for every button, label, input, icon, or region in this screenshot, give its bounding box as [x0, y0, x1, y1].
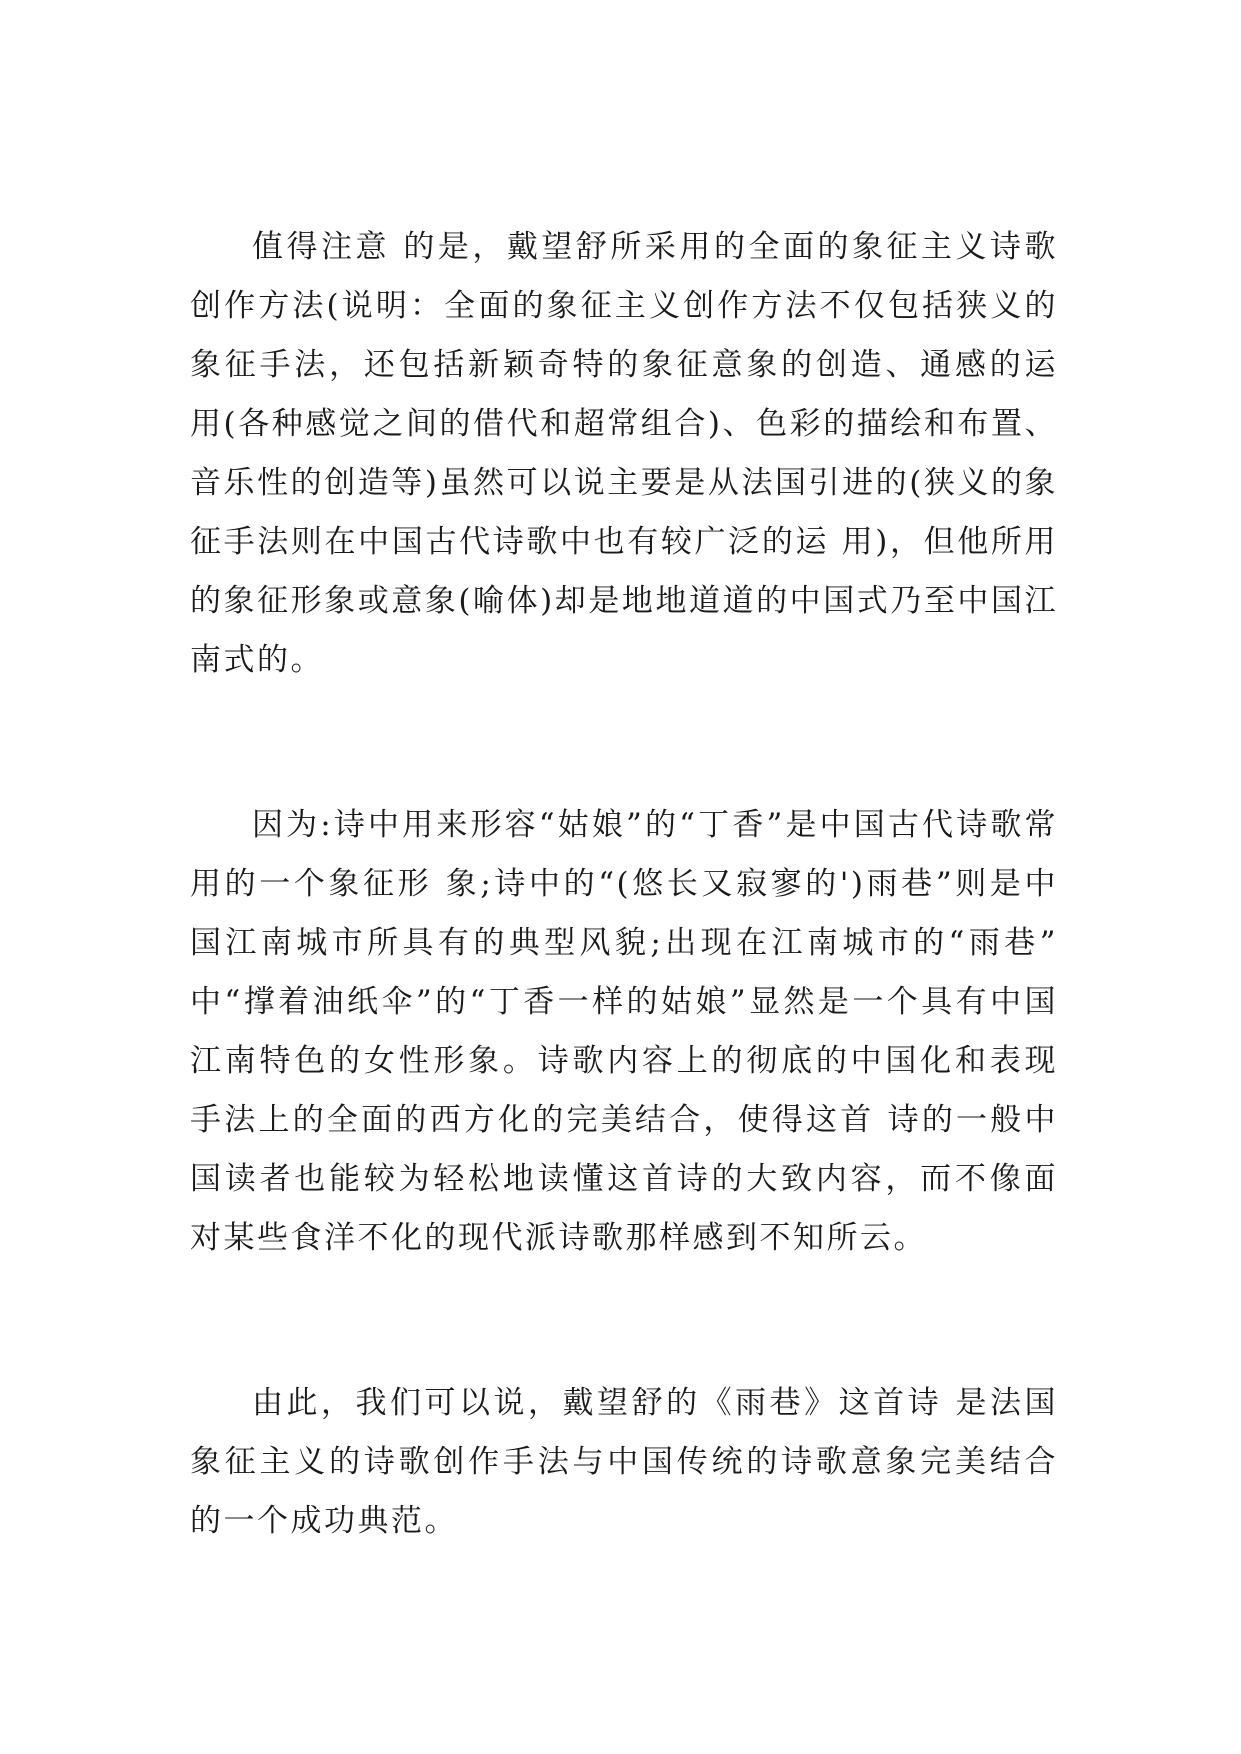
paragraph-symbolism-method: 值得注意 的是，戴望舒所采用的全面的象征主义诗歌创作方法(说明：全面的象征主义创作方法不仅包括狭义的象征手法，还包括新颖奇特的象征意象的创造、通感的运用(各种感觉之间的借代和超常组合)、色彩的描绘和布置、音乐性的创造等)虽然可以说主要是从法国引进的(狭义的象征手法则在中国古代诗歌中也有较广泛的运 用)，但他所用的象征形象或意象(喻体)却是地地道道的中国式乃至中国江南式的。: [190, 229, 1058, 678]
paragraph-chinese-imagery: 因为:诗中用来形容“姑娘”的“丁香”是中国古代诗歌常用的一个象征形 象;诗中的“(悠长又寂寥的')雨巷”则是中国江南城市所具有的典型风貌;出现在江南城市的“雨巷” 中“撑着油纸伞”的“丁香一样的姑娘”显然是一个具有中国江南特色的女性形象。诗歌内容上的彻底的中国化和表现手法上的全面的西方化的完美结合，使得这首 诗的一般中国读者也能较为轻松地读懂这首诗的大致内容，而不像面对某些食洋不化的现代派诗歌那样感到不知所云。: [190, 807, 1058, 1256]
paragraph-conclusion: 由此，我们可以说，戴望舒的《雨巷》这首诗 是法国象征主义的诗歌创作手法与中国传统的诗歌意象完美结合的一个成功典范。: [190, 1385, 1058, 1539]
